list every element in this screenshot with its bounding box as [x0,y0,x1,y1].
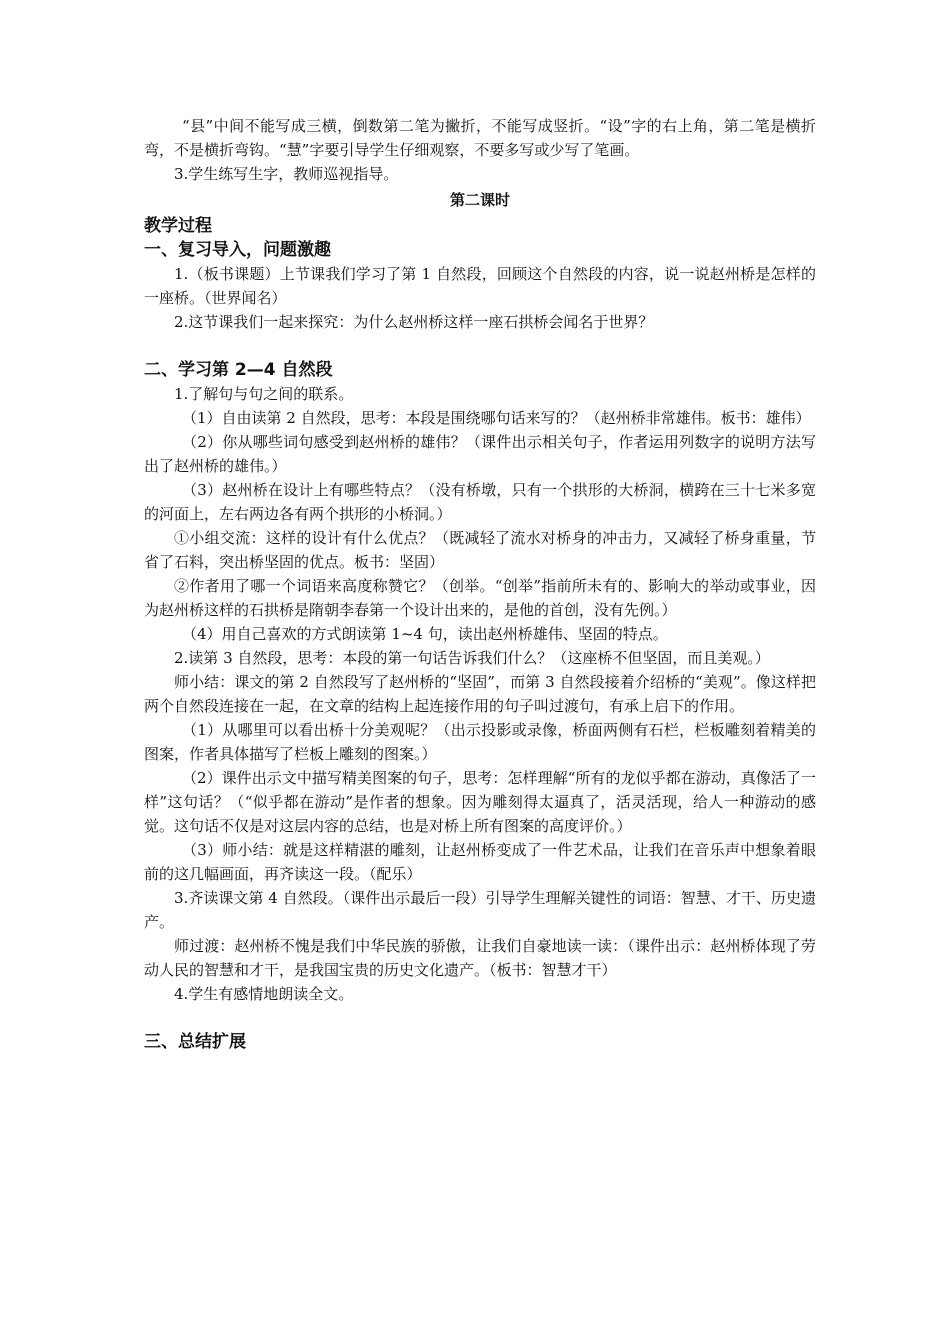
paragraph: （2）你从哪些词句感受到赵州桥的雄伟？（课件出示相关句子，作者运用列数字的说明方法写出了赵州桥的雄伟。） [144,433,816,475]
paragraph: （4）用自己喜欢的方式朗读第 1~4 句，读出赵州桥雄伟、坚固的特点。 [182,625,668,643]
document-body [144,114,816,1054]
paragraph: 师过渡：赵州桥不愧是我们中华民族的骄傲，让我们自豪地读一读：（课件出示：赵州桥体现了劳动人民的智慧和才干，是我国宝贵的历史文化遗产。（板书：智慧才干） [144,937,816,979]
paragraph: 3.学生练写生字，教师巡视指导。 [174,165,399,183]
paragraph: 师小结：课文的第 2 自然段写了赵州桥的“坚固”，而第 3 自然段接着介绍桥的“美观”。像这样把两个自然段连接在一起，在文章的结构上起连接作用的句子叫过渡句，有承上启下的作用。 [144,673,816,715]
section-heading: 二、学习第 2—4 自然段 [144,360,333,380]
paragraph: （3）师小结：就是这样精湛的雕刻，让赵州桥变成了一件艺术品，让我们在音乐声中想象着眼前的这几幅画面，再齐读这一段。（配乐） [144,841,816,883]
section-heading: 一、复习导入，问题激趣 [144,240,331,260]
paragraph: （1）从哪里可以看出桥十分美观呢？（出示投影或录像，桥面两侧有石栏，栏板雕刻着精美的图案，作者具体描写了栏板上雕刻的图案。） [144,721,816,763]
paragraph: （3）赵州桥在设计上有哪些特点？（没有桥墩，只有一个拱形的大桥洞，横跨在三十七米多宽的河面上，左右两边各有两个拱形的小桥洞。） [144,481,816,523]
paragraph: 2.这节课我们一起来探究：为什么赵州桥这样一座石拱桥会闻名于世界？ [174,313,654,331]
blank-line [144,334,816,358]
paragraph: ①小组交流：这样的设计有什么优点？（既减轻了流水对桥身的冲击力，又减轻了桥身重量，节省了石料，突出桥坚固的优点。板书：坚固） [144,529,816,571]
paragraph: （2）课件出示文中描写精美图案的句子，思考：怎样理解“所有的龙似乎都在游动，真像活了一样”这句话？（“似乎都在游动”是作者的想象。因为雕刻得太逼真了，活灵活现，给人一种游动的感觉。这句话不仅是对这层内容的总结，也是对桥上所有图案的高度评价。） [144,769,816,835]
paragraph: 2.读第 3 自然段，思考：本段的第一句话告诉我们什么？（这座桥不但坚固，而且美观。） [174,649,770,667]
paragraph: 1.（板书课题）上节课我们学习了第 1 自然段，回顾这个自然段的内容，说一说赵州桥是怎样的一座桥。（世界闻名） [144,265,816,307]
paragraph: 1.了解句与句之间的联系。 [174,385,354,403]
section-heading: 教学过程 [144,216,212,236]
paragraph: 4.学生有感情地朗读全文。 [174,985,354,1003]
section-heading: 三、总结扩展 [144,1032,246,1052]
paragraph: “县”中间不能写成三横，倒数第二笔为撇折，不能写成竖折。“设”字的右上角，第二笔是横折弯，不是横折弯钩。“慧”字要引导学生仔细观察，不要多写或少写了笔画。 [144,117,816,159]
paragraph: ②作者用了哪一个词语来高度称赞它？（创举。“创举”指前所未有的、影响大的举动或事业，因为赵州桥这样的石拱桥是隋朝李春第一个设计出来的，是他的首创，没有先例。） [144,577,816,619]
paragraph: 3.齐读课文第 4 自然段。（课件出示最后一段）引导学生理解关键性的词语：智慧、才干、历史遗产。 [144,889,816,931]
blank-line [144,1006,816,1030]
paragraph: （1）自由读第 2 自然段，思考：本段是围绕哪句话来写的？（赵州桥非常雄伟。板书：雄伟） [182,409,811,427]
lesson-title: 第二课时 [449,191,510,209]
